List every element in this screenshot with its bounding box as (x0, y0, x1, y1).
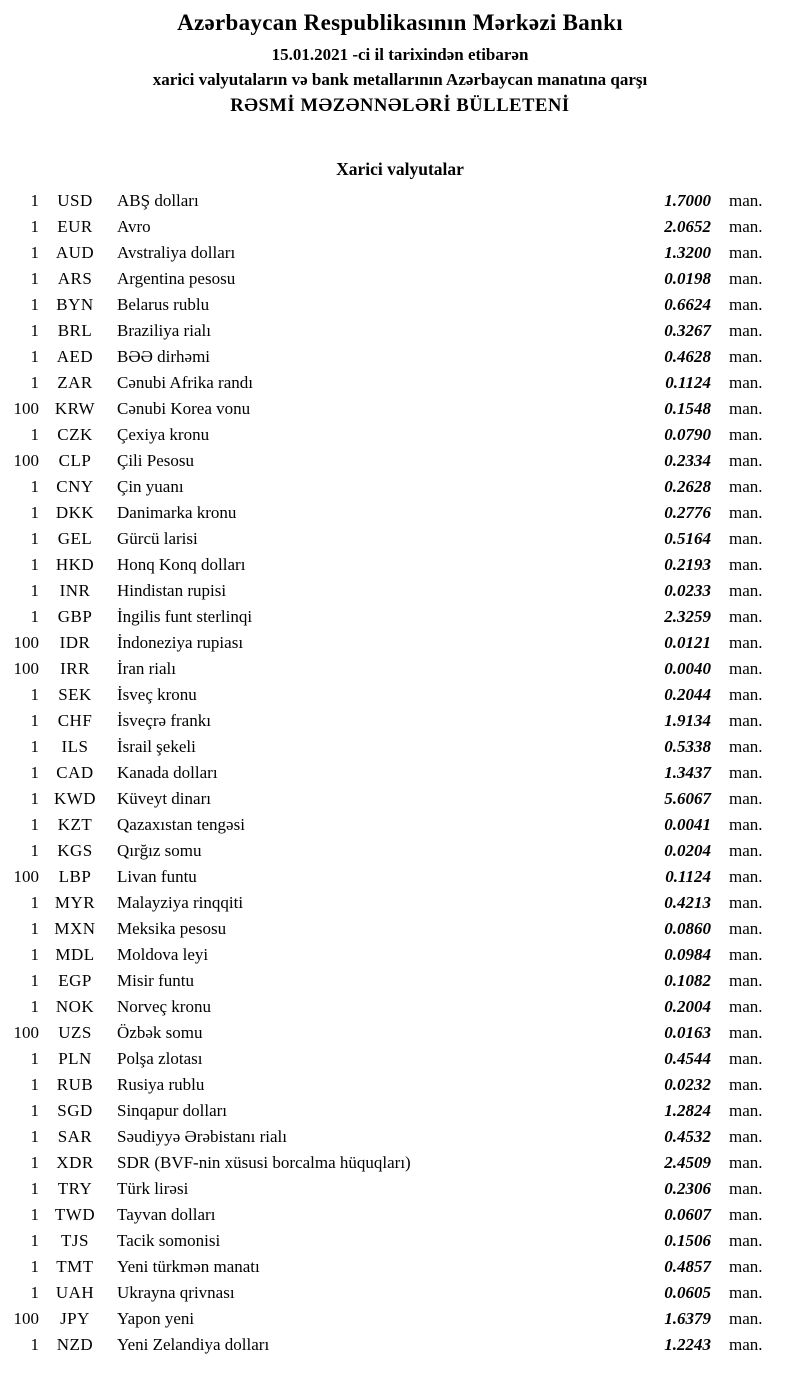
currency-rate: 0.1082 (664, 970, 711, 990)
unit-label: man. (729, 1230, 763, 1250)
section-title-foreign-currencies: Xarici valyutalar (336, 159, 464, 179)
currency-code: TWD (54, 1204, 96, 1224)
rate-row (0, 811, 800, 837)
currency-quantity: 1 (30, 294, 39, 314)
currency-rate: 0.4857 (664, 1256, 711, 1276)
unit-label: man. (729, 814, 763, 834)
currency-quantity: 1 (30, 1256, 39, 1276)
unit-label: man. (729, 684, 763, 704)
rate-row (0, 1019, 800, 1045)
currency-code: HKD (55, 554, 95, 574)
currency-quantity: 100 (13, 658, 39, 678)
currency-code: KZT (57, 814, 93, 834)
rate-row (0, 681, 800, 707)
unit-label: man. (729, 502, 763, 522)
currency-name: Səudiyyə Ərəbistanı rialı (117, 1126, 287, 1146)
rate-row (0, 187, 800, 213)
currency-quantity: 1 (30, 1152, 39, 1172)
currency-code: AED (56, 346, 94, 366)
currency-code: ILS (61, 736, 89, 756)
currency-rate: 0.5164 (664, 528, 711, 548)
currency-rate: 2.0652 (664, 216, 711, 236)
currency-code: IDR (59, 632, 91, 652)
currency-rate: 0.2306 (664, 1178, 711, 1198)
currency-code: CAD (56, 762, 94, 782)
bulletin-header (0, 0, 800, 117)
rate-row (0, 239, 800, 265)
currency-code: KGS (57, 840, 93, 860)
currency-code: CNY (56, 476, 94, 496)
currency-rate: 0.1124 (665, 866, 711, 886)
currency-code: IRR (60, 658, 90, 678)
currency-name: Yeni türkmən manatı (117, 1256, 260, 1276)
unit-label: man. (729, 1334, 763, 1354)
rate-row (0, 1201, 800, 1227)
currency-name: İsrail şekeli (117, 736, 196, 756)
unit-label: man. (729, 190, 763, 210)
currency-code: CHF (57, 710, 93, 730)
currency-quantity: 1 (30, 242, 39, 262)
unit-label: man. (729, 762, 763, 782)
unit-label: man. (729, 424, 763, 444)
currency-quantity: 1 (30, 1178, 39, 1198)
rate-row (0, 941, 800, 967)
currency-code: MYR (54, 892, 96, 912)
rate-row (0, 1253, 800, 1279)
currency-name: Malayziya rinqqiti (117, 892, 244, 912)
effective-date-line: 15.01.2021 -ci il tarixindən etibarən (271, 45, 529, 64)
currency-rate: 0.2193 (664, 554, 711, 574)
currency-rate: 1.3437 (664, 762, 711, 782)
currency-code: RUB (56, 1074, 94, 1094)
currency-name: Tacik somonisi (117, 1230, 221, 1250)
currency-code: GBP (57, 606, 93, 626)
currency-quantity: 1 (30, 892, 39, 912)
currency-quantity: 1 (30, 216, 39, 236)
currency-name: Livan funtu (117, 866, 197, 886)
currency-code: GEL (57, 528, 93, 548)
unit-label: man. (729, 1204, 763, 1224)
currency-rate: 2.4509 (664, 1152, 711, 1172)
currency-rate: 0.4532 (664, 1126, 711, 1146)
rate-row (0, 395, 800, 421)
rate-row (0, 603, 800, 629)
currency-quantity: 1 (30, 346, 39, 366)
exchange-rates-body (0, 187, 800, 1357)
rate-row (0, 577, 800, 603)
currency-name: Meksika pesosu (117, 918, 227, 938)
rate-row (0, 317, 800, 343)
currency-name: Özbək somu (117, 1022, 203, 1042)
rate-row (0, 1123, 800, 1149)
currency-rate: 0.6624 (664, 294, 711, 314)
bulletin-scope-line: xarici valyutaların və bank metallarının Azərbaycan manatına qarşı (152, 70, 648, 89)
rate-row (0, 291, 800, 317)
currency-rate: 0.1124 (665, 372, 711, 392)
currency-rate: 1.2824 (664, 1100, 711, 1120)
currency-rate: 1.9134 (664, 710, 711, 730)
currency-code: TRY (57, 1178, 93, 1198)
rate-row (0, 421, 800, 447)
currency-quantity: 1 (30, 1048, 39, 1068)
currency-name: Küveyt dinarı (117, 788, 211, 808)
unit-label: man. (729, 1152, 763, 1172)
currency-rate: 1.3200 (664, 242, 711, 262)
currency-rate: 2.3259 (664, 606, 711, 626)
currency-name: Danimarka kronu (117, 502, 237, 522)
currency-code: KRW (54, 398, 96, 418)
unit-label: man. (729, 476, 763, 496)
currency-quantity: 100 (13, 632, 39, 652)
currency-code: ZAR (57, 372, 93, 392)
unit-label: man. (729, 372, 763, 392)
currency-code: TJS (61, 1230, 89, 1250)
currency-rate: 0.0790 (664, 424, 711, 444)
unit-label: man. (729, 892, 763, 912)
currency-rate: 1.6379 (664, 1308, 711, 1328)
unit-label: man. (729, 658, 763, 678)
currency-code: CZK (57, 424, 93, 444)
currency-code: INR (59, 580, 91, 600)
currency-name: Yapon yeni (117, 1308, 195, 1328)
rate-row (0, 213, 800, 239)
unit-label: man. (729, 866, 763, 886)
unit-label: man. (729, 1282, 763, 1302)
unit-label: man. (729, 554, 763, 574)
unit-label: man. (729, 1256, 763, 1276)
currency-name: Cənubi Korea vonu (117, 398, 251, 418)
rate-row (0, 915, 800, 941)
currency-quantity: 1 (30, 944, 39, 964)
rate-row (0, 1279, 800, 1305)
currency-code: SAR (57, 1126, 93, 1146)
currency-quantity: 100 (13, 1022, 39, 1042)
currency-name: BƏƏ dirhəmi (117, 346, 211, 366)
currency-quantity: 1 (30, 762, 39, 782)
currency-code: ARS (57, 268, 93, 288)
currency-rate: 0.2628 (664, 476, 711, 496)
currency-rate: 0.2044 (664, 684, 711, 704)
unit-label: man. (729, 1308, 763, 1328)
rate-row (0, 473, 800, 499)
currency-quantity: 1 (30, 736, 39, 756)
currency-code: XDR (56, 1152, 94, 1172)
currency-rate: 0.0041 (664, 814, 711, 834)
currency-quantity: 1 (30, 1334, 39, 1354)
rate-row (0, 837, 800, 863)
unit-label: man. (729, 346, 763, 366)
unit-label: man. (729, 944, 763, 964)
currency-code: SEK (58, 684, 92, 704)
currency-rate: 0.0198 (664, 268, 711, 288)
currency-name: Çexiya kronu (117, 424, 210, 444)
currency-code: USD (57, 190, 93, 210)
currency-name: Norveç kronu (117, 996, 211, 1016)
currency-code: PLN (58, 1048, 92, 1068)
currency-rate: 0.2334 (664, 450, 711, 470)
currency-name: Avro (117, 216, 151, 236)
currency-rate: 1.2243 (664, 1334, 711, 1354)
currency-code: NZD (56, 1334, 94, 1354)
currency-name: İngilis funt sterlinqi (117, 606, 253, 626)
currency-quantity: 1 (30, 1282, 39, 1302)
unit-label: man. (729, 320, 763, 340)
currency-quantity: 100 (13, 398, 39, 418)
unit-label: man. (729, 1048, 763, 1068)
unit-label: man. (729, 1074, 763, 1094)
currency-rate: 0.3267 (664, 320, 711, 340)
currency-quantity: 1 (30, 996, 39, 1016)
unit-label: man. (729, 580, 763, 600)
currency-name: Polşa zlotası (117, 1048, 203, 1068)
rate-row (0, 863, 800, 889)
rate-row (0, 655, 800, 681)
currency-quantity: 1 (30, 814, 39, 834)
unit-label: man. (729, 710, 763, 730)
rate-row (0, 525, 800, 551)
currency-quantity: 1 (30, 1230, 39, 1250)
unit-label: man. (729, 1022, 763, 1042)
currency-rate: 0.0232 (664, 1074, 711, 1094)
currency-rate: 0.0204 (664, 840, 711, 860)
currency-name: Ukrayna qrivnası (117, 1282, 235, 1302)
rate-row (0, 551, 800, 577)
currency-rate: 0.2004 (664, 996, 711, 1016)
currency-rate: 0.0163 (664, 1022, 711, 1042)
unit-label: man. (729, 450, 763, 470)
currency-quantity: 1 (30, 1126, 39, 1146)
currency-name: Hindistan rupisi (117, 580, 227, 600)
currency-name: Çili Pesosu (117, 450, 194, 470)
currency-name: Qazaxıstan tengəsi (117, 814, 245, 834)
rate-row (0, 889, 800, 915)
currency-name: Misir funtu (117, 970, 194, 990)
rate-row (0, 733, 800, 759)
currency-code: JPY (60, 1308, 90, 1328)
currency-quantity: 1 (30, 970, 39, 990)
currency-quantity: 100 (13, 1308, 39, 1328)
rate-row (0, 1097, 800, 1123)
currency-name: Cənubi Afrika randı (117, 372, 253, 392)
currency-name: Çin yuanı (117, 476, 184, 496)
currency-quantity: 1 (30, 190, 39, 210)
unit-label: man. (729, 294, 763, 314)
currency-quantity: 1 (30, 268, 39, 288)
currency-name: Argentina pesosu (117, 268, 236, 288)
currency-code: BRL (57, 320, 93, 340)
currency-name: Sinqapur dolları (117, 1100, 228, 1120)
currency-quantity: 100 (13, 450, 39, 470)
currency-quantity: 1 (30, 710, 39, 730)
currency-rate: 0.0040 (664, 658, 711, 678)
rate-row (0, 993, 800, 1019)
unit-label: man. (729, 268, 763, 288)
currency-name: Gürcü larisi (117, 528, 198, 548)
currency-quantity: 1 (30, 528, 39, 548)
rate-row (0, 369, 800, 395)
currency-name: İsveçrə frankı (117, 710, 211, 730)
currency-rate: 0.5338 (664, 736, 711, 756)
currency-quantity: 1 (30, 1074, 39, 1094)
currency-quantity: 1 (30, 580, 39, 600)
currency-name: Belarus rublu (117, 294, 210, 314)
currency-rate: 0.4213 (664, 892, 711, 912)
rate-row (0, 707, 800, 733)
rate-row (0, 343, 800, 369)
rate-row (0, 1045, 800, 1071)
currency-quantity: 1 (30, 372, 39, 392)
rate-row (0, 265, 800, 291)
currency-name: Rusiya rublu (117, 1074, 205, 1094)
unit-label: man. (729, 216, 763, 236)
currency-name: SDR (BVF-nin xüsusi borcalma hüquqları) (117, 1152, 411, 1172)
currency-code: BYN (56, 294, 94, 314)
currency-name: ABŞ dolları (117, 190, 199, 210)
rate-row (0, 629, 800, 655)
rate-row (0, 447, 800, 473)
rate-row (0, 1175, 800, 1201)
currency-quantity: 1 (30, 320, 39, 340)
unit-label: man. (729, 996, 763, 1016)
currency-rate: 1.7000 (664, 190, 711, 210)
currency-name: Honq Konq dolları (117, 554, 246, 574)
currency-code: MXN (54, 918, 96, 938)
currency-rate: 0.0607 (664, 1204, 711, 1224)
currency-quantity: 1 (30, 788, 39, 808)
unit-label: man. (729, 918, 763, 938)
unit-label: man. (729, 1100, 763, 1120)
currency-rate: 0.2776 (664, 502, 711, 522)
currency-rate: 0.1548 (664, 398, 711, 418)
rate-row (0, 1305, 800, 1331)
currency-name: İndoneziya rupiası (117, 632, 244, 652)
currency-quantity: 1 (30, 840, 39, 860)
currency-name: Moldova leyi (117, 944, 209, 964)
currency-code: TMT (56, 1256, 94, 1276)
currency-code: DKK (55, 502, 95, 522)
unit-label: man. (729, 606, 763, 626)
currency-rate: 0.0860 (664, 918, 711, 938)
currency-name: Yeni Zelandiya dolları (117, 1334, 270, 1354)
unit-label: man. (729, 1126, 763, 1146)
currency-rate: 0.4544 (664, 1048, 711, 1068)
rate-row (0, 759, 800, 785)
currency-rate: 0.0605 (664, 1282, 711, 1302)
currency-name: Tayvan dolları (117, 1204, 216, 1224)
currency-name: Avstraliya dolları (117, 242, 236, 262)
currency-code: AUD (55, 242, 95, 262)
exchange-rates-table (0, 187, 800, 1357)
unit-label: man. (729, 632, 763, 652)
rate-row (0, 967, 800, 993)
currency-code: UZS (58, 1022, 92, 1042)
rate-row (0, 499, 800, 525)
unit-label: man. (729, 528, 763, 548)
currency-rate: 0.0984 (664, 944, 711, 964)
currency-rate: 0.0121 (664, 632, 711, 652)
bank-title: Azərbaycan Respublikasının Mərkəzi Bankı (177, 10, 623, 35)
currency-quantity: 1 (30, 918, 39, 938)
rate-row (0, 1331, 800, 1357)
currency-rate: 0.0233 (664, 580, 711, 600)
currency-quantity: 1 (30, 1204, 39, 1224)
currency-code: UAH (55, 1282, 95, 1302)
rate-row (0, 1227, 800, 1253)
currency-rate: 0.1506 (664, 1230, 711, 1250)
currency-code: KWD (53, 788, 97, 808)
currency-quantity: 1 (30, 554, 39, 574)
currency-quantity: 1 (30, 684, 39, 704)
currency-code: MDL (55, 944, 95, 964)
currency-name: Braziliya rialı (117, 320, 211, 340)
currency-code: CLP (58, 450, 92, 470)
currency-quantity: 100 (13, 866, 39, 886)
currency-code: EUR (57, 216, 93, 236)
currency-name: Qırğız somu (117, 840, 202, 860)
currency-name: Kanada dolları (117, 762, 218, 782)
currency-rate: 0.4628 (664, 346, 711, 366)
unit-label: man. (729, 398, 763, 418)
currency-quantity: 1 (30, 476, 39, 496)
rate-row (0, 1071, 800, 1097)
currency-quantity: 1 (30, 606, 39, 626)
currency-rate: 5.6067 (664, 788, 711, 808)
unit-label: man. (729, 736, 763, 756)
bulletin-title-line: RƏSMİ MƏZƏNNƏLƏRİ BÜLLETENİ (230, 96, 570, 116)
currency-name: Türk lirəsi (117, 1178, 189, 1198)
currency-code: SGD (57, 1100, 93, 1120)
currency-quantity: 1 (30, 424, 39, 444)
unit-label: man. (729, 970, 763, 990)
unit-label: man. (729, 840, 763, 860)
unit-label: man. (729, 242, 763, 262)
rate-row (0, 785, 800, 811)
unit-label: man. (729, 788, 763, 808)
currency-quantity: 1 (30, 502, 39, 522)
currency-quantity: 1 (30, 1100, 39, 1120)
currency-code: NOK (55, 996, 95, 1016)
rate-row (0, 1149, 800, 1175)
currency-name: İran rialı (117, 658, 176, 678)
unit-label: man. (729, 1178, 763, 1198)
currency-code: LBP (58, 866, 92, 886)
currency-name: İsveç kronu (117, 684, 197, 704)
currency-code: EGP (58, 970, 92, 990)
